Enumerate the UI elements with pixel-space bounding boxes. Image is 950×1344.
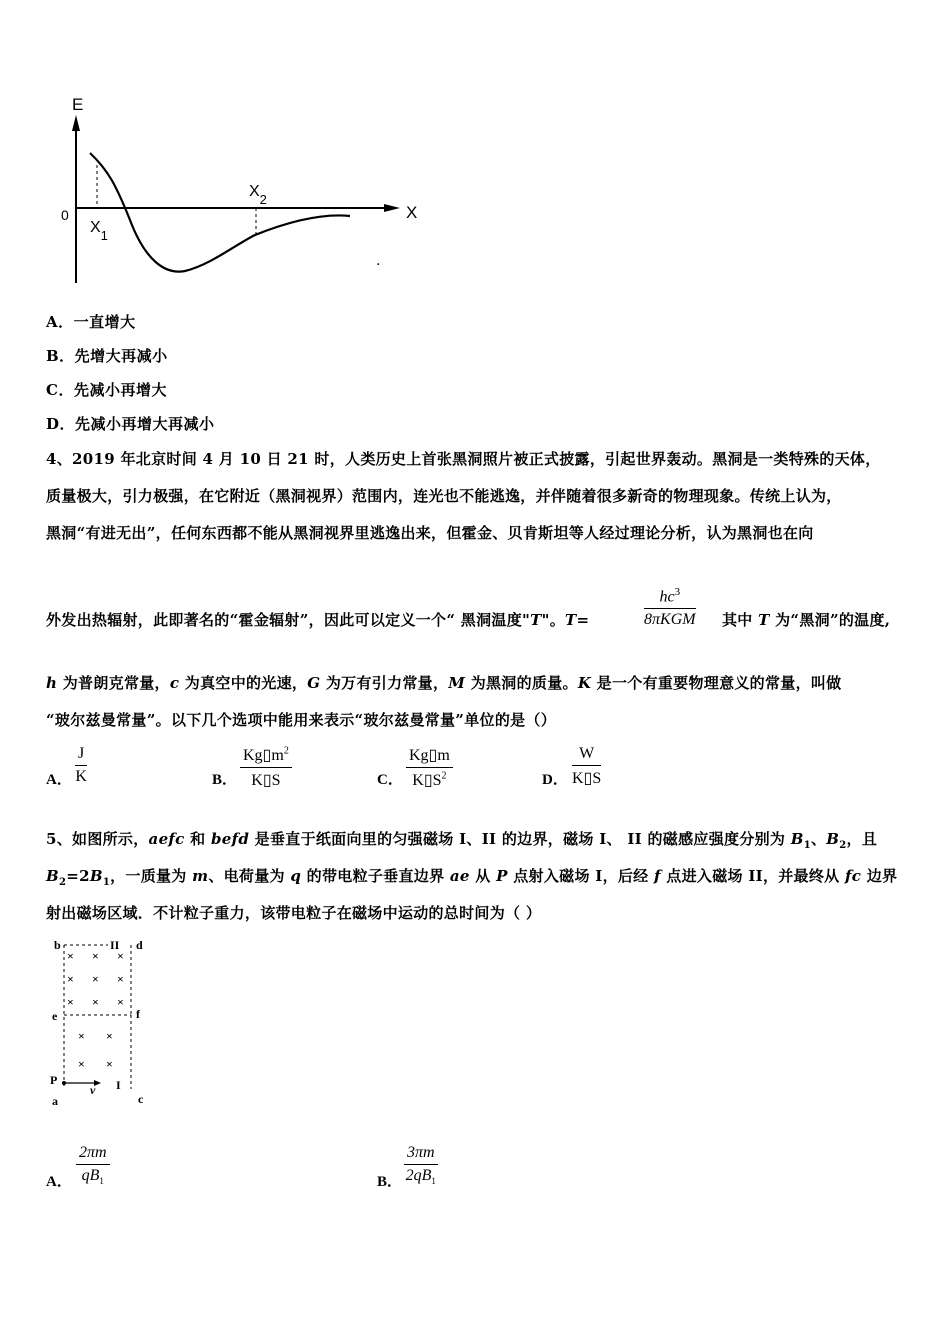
x2-letter: X (249, 183, 260, 200)
q5-a-den-sub: 1 (99, 1176, 104, 1187)
q4-line-4-pre: 外发出热辐射，此即著名的“霍金辐射”，因此可以定义一个“ 黑洞温度" (46, 611, 531, 629)
field-cross: × (106, 1057, 113, 1071)
q5-ae: ae (449, 867, 470, 885)
q4-c-num: Kg▯m (406, 745, 453, 768)
q5-b-num-text: 3πm (407, 1144, 435, 1161)
q5-f: f (654, 867, 661, 885)
x-axis-arrow (384, 204, 400, 212)
q4-line-2: 质量极大，引力极强，在它附近（黑洞视界）范围内，连光也不能逃逸，并伴随着很多新奇的物理现象。传统上认为， (46, 487, 842, 505)
formula-denominator (644, 609, 696, 629)
q5-l2-B1-sub: 1 (102, 877, 111, 888)
origin-label: 0 (61, 207, 69, 223)
q5-l2-eq: =2 (66, 867, 90, 885)
q4-option-a-fraction[interactable] (75, 745, 87, 786)
q5-l2d: 从 (469, 867, 497, 885)
q4-a-num: J (75, 745, 87, 766)
label-I: I (116, 1078, 121, 1092)
formula-hc: hc (659, 588, 675, 606)
q5-l2a: ，一质量为 (110, 867, 193, 885)
q5-b-den-text: 2qB (405, 1167, 432, 1184)
q5-line-2 (46, 865, 897, 888)
q4-line-1: 4、2019 年北京时间 4 月 10 日 21 时，人类历史上首张黑洞照片被正式披露，引起世界轰动。黑洞是一类特殊的天体， (46, 450, 881, 468)
q4-b-num-text: Kg▯m (243, 747, 284, 764)
energy-graph-svg (50, 95, 430, 285)
formula-cube: 3 (674, 586, 681, 598)
formula-8piKGM: 8πKGM (644, 611, 696, 629)
label-d: d (136, 938, 143, 952)
q5-l1e: ，且 (846, 830, 878, 848)
q5-B1-sub: 1 (803, 840, 811, 851)
x1-subscript: 1 (100, 228, 108, 243)
x2-label (249, 183, 267, 207)
q5-line-3: 射出磁场区域．不计粒子重力，该带电粒子在磁场中运动的总时间为（ ） (46, 904, 542, 922)
q4-l5d: 为万有引力常量， (320, 674, 449, 692)
q5-l2g: 点进入磁场 II，并最终从 (660, 867, 845, 885)
label-P: P (50, 1073, 58, 1087)
y-axis-label: E (72, 95, 84, 114)
formula-numerator (644, 586, 696, 609)
hawking-temperature-formula (644, 586, 696, 629)
q5-l1a: 5、如图所示， (46, 830, 149, 848)
q4-line-4-post (722, 609, 890, 630)
q5-aefc: aefc (148, 830, 185, 848)
q3-option-b[interactable]: B．先增大再减小 (46, 347, 168, 365)
q4-G: G (307, 674, 321, 692)
field-cross: × (78, 1057, 85, 1071)
q5-P: P (496, 867, 508, 885)
q5-B1: B (790, 830, 804, 848)
q3-option-a[interactable]: A．一直增大 (46, 313, 136, 331)
q4-M: M (448, 674, 466, 692)
x1-letter: X (90, 219, 101, 236)
q3-option-c[interactable]: C．先减小再增大 (46, 381, 167, 399)
q4-option-b-fraction[interactable] (240, 745, 292, 790)
q4-l5b: 为真空中的光速， (179, 674, 308, 692)
q4-line-6: “玻尔兹曼常量”。以下几个选项中能用来表示“玻尔兹曼常量”单位的是（） (46, 711, 557, 729)
label-c: c (138, 1092, 144, 1106)
q4-line-4-post-pre: 其中 (722, 611, 759, 629)
field-cross: × (92, 995, 99, 1009)
x-axis-label: X (406, 203, 418, 222)
q5-b-den (404, 1165, 438, 1186)
q4-T-symbol-2: T (758, 611, 770, 629)
magnetic-field-figure (46, 937, 166, 1112)
field-cross: × (78, 1029, 85, 1043)
point-P (62, 1081, 66, 1085)
q5-l2-B2-sub: 2 (58, 877, 67, 888)
q5-B2: B (826, 830, 840, 848)
q5-l2-B1: B (89, 867, 103, 885)
x1-label (90, 219, 108, 243)
q4-K: K (577, 674, 592, 692)
q5-l2-B2: B (46, 867, 59, 885)
label-f: f (136, 1007, 140, 1021)
q4-option-a-label[interactable]: A． (46, 772, 72, 788)
field-cross: × (117, 949, 124, 963)
q4-l5a: 为普朗克常量， (57, 674, 170, 692)
q4-T-equals: T= (565, 611, 590, 629)
q5-option-a-fraction[interactable] (76, 1144, 110, 1186)
q5-fc: fc (844, 867, 862, 885)
field-figure-svg (46, 937, 166, 1112)
q5-b-num (404, 1144, 438, 1165)
q5-l2e: 点射入磁场 I，后经 (507, 867, 655, 885)
y-axis-arrow (72, 115, 80, 131)
q4-l5e: 为黑洞的质量。 (465, 674, 578, 692)
q4-option-d-label[interactable]: D． (542, 772, 568, 788)
q4-b-num (240, 745, 292, 768)
q5-l1b: 和 (184, 830, 211, 848)
q4-d-num: W (572, 745, 601, 766)
q4-c-den (406, 768, 453, 790)
q4-option-d-fraction[interactable] (572, 745, 601, 788)
field-cross: × (92, 949, 99, 963)
q5-line-1 (46, 828, 877, 851)
energy-curve (90, 153, 350, 272)
field-cross: × (117, 995, 124, 1009)
label-v: v (90, 1083, 96, 1097)
q5-B2-sub: 2 (839, 840, 847, 851)
q5-option-b-fraction[interactable] (404, 1144, 438, 1186)
q5-a-num-text: 2πm (79, 1144, 107, 1161)
q4-c-den-text: K▯S (412, 772, 442, 789)
q4-b-den: K▯S (251, 772, 281, 789)
q5-a-den-text: qB (81, 1167, 100, 1184)
field-cross: × (67, 949, 74, 963)
q4-option-c-label[interactable]: C． (377, 772, 403, 788)
q4-option-c-fraction[interactable] (406, 745, 453, 790)
q5-option-a-label[interactable]: A． (46, 1174, 72, 1190)
label-b: b (54, 938, 61, 952)
q5-l1c: 是垂直于纸面向里的匀强磁场 I、II 的边界，磁场 I、 II 的磁感应强度分别为 (249, 830, 791, 848)
q4-d-den: K▯S (572, 770, 602, 787)
q4-a-den: K (75, 768, 87, 785)
q5-option-b-label[interactable]: B． (377, 1174, 403, 1190)
label-II: II (110, 938, 120, 952)
q5-l2c: 的带电粒子垂直边界 (301, 867, 450, 885)
label-a: a (52, 1094, 58, 1108)
stray-dot: . (376, 253, 381, 269)
q5-a-num (76, 1144, 110, 1165)
q4-line-5 (46, 672, 841, 693)
x2-subscript: 2 (259, 192, 267, 207)
q4-option-b-label[interactable]: B． (212, 772, 238, 788)
q4-l5f: 是一个有重要物理意义的常量，叫做 (591, 674, 842, 692)
q4-T-symbol: T (530, 611, 542, 629)
field-cross: × (67, 972, 74, 986)
label-e: e (52, 1009, 58, 1023)
q3-option-d[interactable]: D．先减小再增大再减小 (46, 415, 215, 433)
field-cross: × (92, 972, 99, 986)
q5-a-den (76, 1165, 110, 1186)
q4-line-3: 黑洞“有进无出”，任何东西都不能从黑洞视界里逃逸出来，但霍金、贝肯斯坦等人经过理论分析，认为黑洞也在向 (46, 524, 814, 542)
energy-graph (50, 95, 430, 285)
q5-q: q (290, 867, 302, 885)
q4-line-4-mid: "。 (541, 611, 566, 629)
field-cross: × (106, 1029, 113, 1043)
q4-line-4-post-text: 为“黑洞”的温度, (769, 611, 891, 629)
q5-b-den-sub: 1 (431, 1176, 436, 1187)
q5-l2b: 、电荷量为 (208, 867, 291, 885)
q5-l2h: 边界 (861, 867, 898, 885)
field-cross: × (67, 995, 74, 1009)
q5-l1d: 、 (810, 830, 827, 848)
field-cross: × (117, 972, 124, 986)
q4-b-num-sup: 2 (283, 745, 289, 757)
q4-line-4 (46, 609, 589, 630)
q4-c-den-sup: 2 (441, 770, 447, 782)
q4-h: h (46, 674, 58, 692)
q5-m: m (192, 867, 209, 885)
q4-c: c (169, 674, 180, 692)
q5-befd: befd (210, 830, 250, 848)
